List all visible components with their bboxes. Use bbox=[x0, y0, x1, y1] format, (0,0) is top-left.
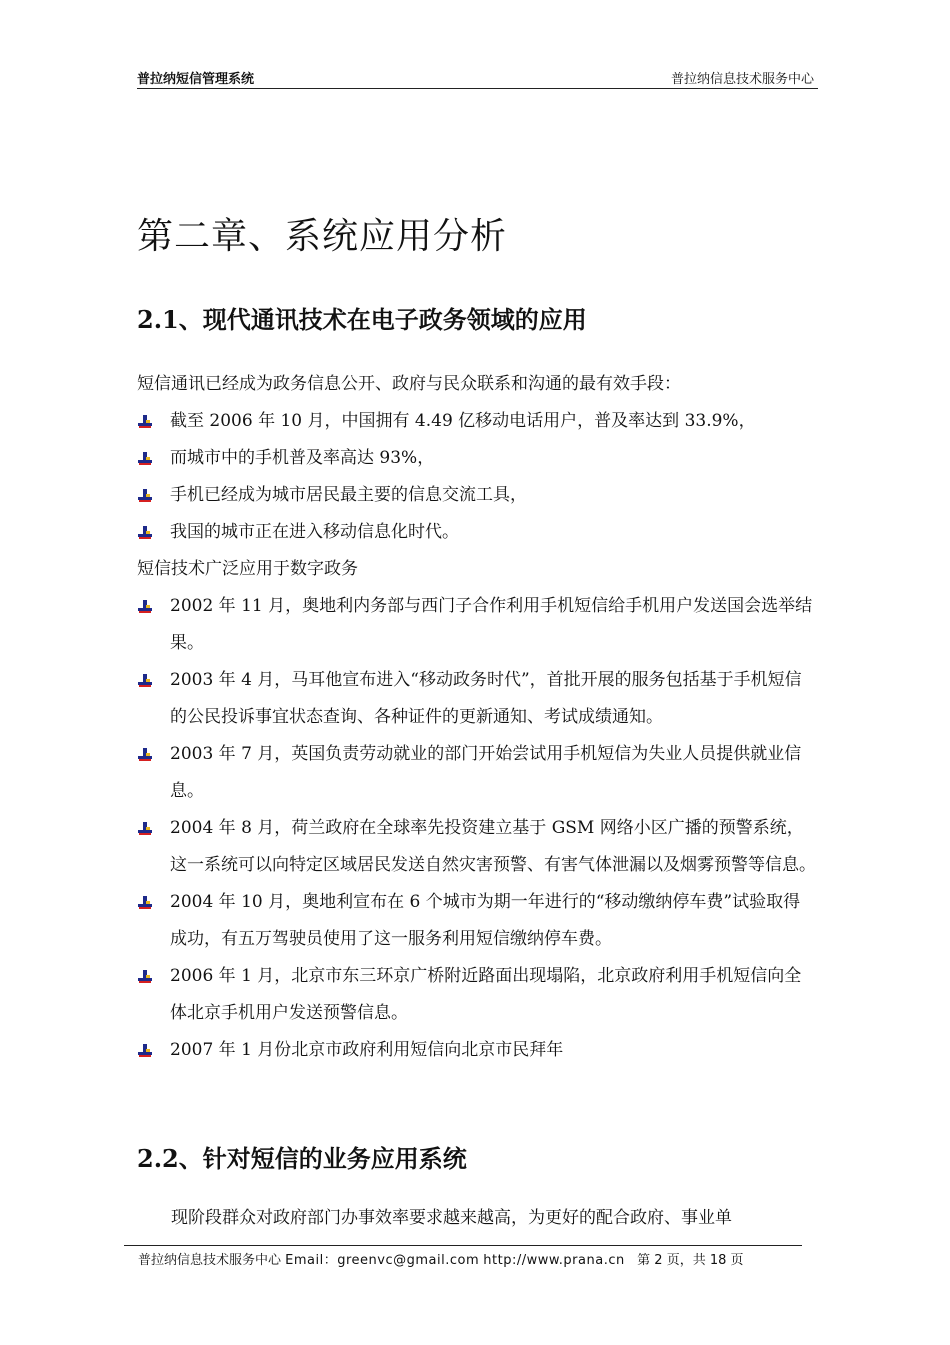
hand-pointer-bullet-icon bbox=[137, 821, 153, 837]
hand-pointer-bullet-icon bbox=[137, 969, 153, 985]
hand-pointer-bullet-icon bbox=[137, 488, 153, 504]
footer-email: Email：greenvc@gmail.com bbox=[285, 1253, 480, 1268]
hand-pointer-bullet-icon bbox=[137, 673, 153, 689]
mobile-stats-list bbox=[137, 403, 817, 551]
list-item bbox=[137, 884, 817, 958]
section-intro-2: 短信技术广泛应用于数字政务 bbox=[137, 559, 358, 579]
list-item bbox=[137, 477, 817, 514]
list-item-text: 2006 年 1 月，北京市东三环京广桥附近路面出现塌陷，北京政府利用手机短信向全体北京手机用户发送预警信息。 bbox=[170, 966, 802, 1023]
footer-organization: 普拉纳信息技术服务中心 bbox=[138, 1253, 282, 1268]
header-organization: 普拉纳信息技术服务中心 bbox=[670, 72, 814, 87]
list-item-text: 2004 年 8 月，荷兰政府在全球率先投资建立基于 GSM 网络小区广播的预警系统，这一系统可以向特定区域居民发送自然灾害预警、有害气体泄漏以及烟雾预警等信息。 bbox=[170, 818, 816, 875]
section-title-2-2: 2.2、针对短信的业务应用系统 bbox=[137, 1144, 467, 1173]
list-item bbox=[137, 440, 817, 477]
list-item bbox=[137, 736, 817, 810]
list-item-text: 而城市中的手机普及率高达 93%， bbox=[170, 448, 435, 468]
list-item-text: 我国的城市正在进入移动信息化时代。 bbox=[170, 522, 459, 542]
page-header bbox=[137, 64, 818, 89]
hand-pointer-bullet-icon bbox=[137, 451, 153, 467]
hand-pointer-bullet-icon bbox=[137, 414, 153, 430]
hand-pointer-bullet-icon bbox=[137, 525, 153, 541]
hand-pointer-bullet-icon bbox=[137, 747, 153, 763]
footer-page-current: 2 bbox=[654, 1253, 663, 1268]
section-paragraph: 现阶段群众对政府部门办事效率要求越来越高，为更好的配合政府、事业单 bbox=[171, 1208, 732, 1228]
egov-cases-list bbox=[137, 588, 817, 1069]
hand-pointer-bullet-icon bbox=[137, 895, 153, 911]
hand-pointer-bullet-icon bbox=[137, 1043, 153, 1059]
list-item bbox=[137, 403, 817, 440]
list-item bbox=[137, 588, 817, 662]
list-item-text: 2004 年 10 月，奥地利宣布在 6 个城市为期一年进行的“移动缴纳停车费”试验取得成功，有五万驾驶员使用了这一服务利用短信缴纳停车费。 bbox=[170, 892, 801, 949]
header-system-name: 普拉纳短信管理系统 bbox=[137, 72, 255, 87]
footer-page-middle: 页，共 bbox=[666, 1253, 706, 1268]
footer-url: http://www.prana.cn bbox=[483, 1253, 625, 1268]
footer-page-suffix: 页 bbox=[730, 1253, 744, 1268]
list-item bbox=[137, 662, 817, 736]
list-item bbox=[137, 810, 817, 884]
list-item-text: 2007 年 1 月份北京市政府利用短信向北京市民拜年 bbox=[170, 1040, 564, 1060]
list-item-text: 手机已经成为城市居民最主要的信息交流工具， bbox=[170, 485, 527, 505]
section-intro: 短信通讯已经成为政务信息公开、政府与民众联系和沟通的最有效手段： bbox=[137, 374, 681, 394]
footer-page-prefix: 第 bbox=[637, 1253, 651, 1268]
page-footer bbox=[124, 1245, 802, 1268]
chapter-title: 第二章、系统应用分析 bbox=[137, 216, 508, 257]
section-title-2-1: 2.1、现代通讯技术在电子政务领域的应用 bbox=[137, 305, 587, 334]
list-item-text: 2003 年 4 月，马耳他宣布进入“移动政务时代”，首批开展的服务包括基于手机短信的公民投诉事宜状态查询、各种证件的更新通知、考试成绩通知。 bbox=[170, 670, 802, 727]
list-item bbox=[137, 1032, 817, 1069]
list-item-text: 截至 2006 年 10 月，中国拥有 4.49 亿移动电话用户，普及率达到 33.9%， bbox=[170, 411, 756, 431]
list-item bbox=[137, 958, 817, 1032]
footer-text bbox=[138, 1249, 744, 1268]
list-item bbox=[137, 514, 817, 551]
hand-pointer-bullet-icon bbox=[137, 599, 153, 615]
list-item-text: 2003 年 7 月，英国负责劳动就业的部门开始尝试用手机短信为失业人员提供就业信息。 bbox=[170, 744, 802, 801]
footer-page-total: 18 bbox=[709, 1253, 727, 1268]
list-item-text: 2002 年 11 月，奥地利内务部与西门子合作利用手机短信给手机用户发送国会选举结果。 bbox=[170, 596, 813, 653]
